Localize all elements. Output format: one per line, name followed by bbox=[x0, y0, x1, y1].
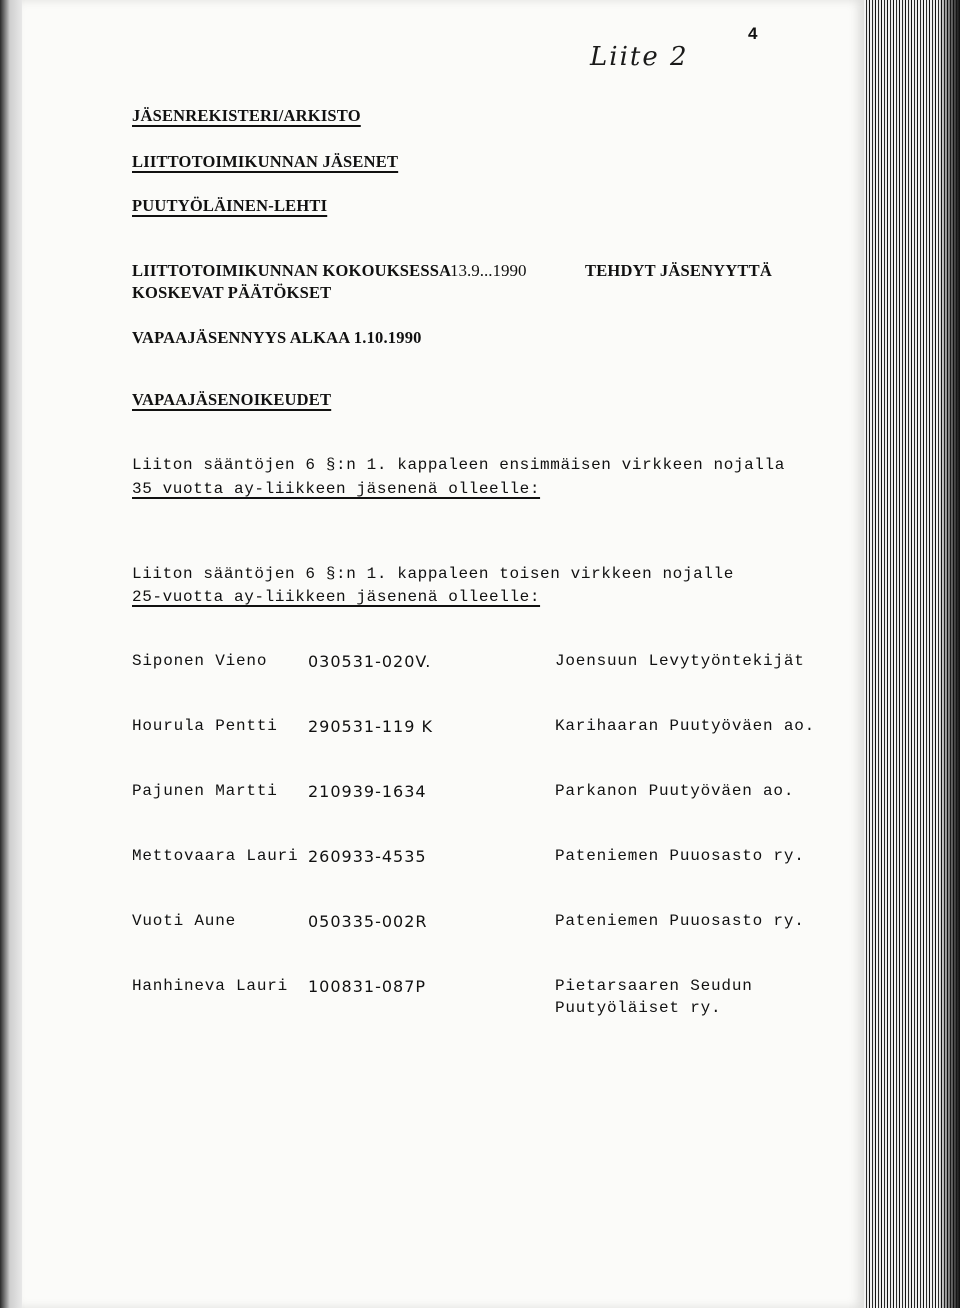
heading-committee-members: LIITTOTOIMIKUNNAN JÄSENET bbox=[132, 152, 399, 171]
rule-35-line-2: 35 vuotta ay-liikkeen jäsenenä olleelle: bbox=[132, 480, 541, 498]
member-union: Parkanon Puutyöväen ao. bbox=[555, 782, 795, 800]
member-name: Siponen Vieno bbox=[132, 652, 268, 670]
member-id: 210939-1634 bbox=[308, 782, 427, 801]
member-union: Pietarsaaren Seudun bbox=[555, 977, 753, 995]
meeting-line-2: KOSKEVAT PÄÄTÖKSET bbox=[132, 283, 332, 302]
member-union-line-2: Puutyöläiset ry. bbox=[555, 999, 722, 1017]
member-id: 050335-002R bbox=[308, 912, 428, 931]
heading-member-register: JÄSENREKISTERI/ARKISTO bbox=[132, 106, 361, 125]
book-page-edges bbox=[864, 0, 960, 1308]
member-union: Pateniemen Puuosasto ry. bbox=[555, 847, 805, 865]
page-number: 4 bbox=[748, 24, 758, 43]
meeting-line-1-right: TEHDYT JÄSENYYTTÄ bbox=[585, 261, 772, 280]
member-id: 030531-020V. bbox=[308, 652, 432, 671]
rule-35-line-1: Liiton sääntöjen 6 §:n 1. kappaleen ensimmäisen virkkeen nojalla bbox=[132, 456, 785, 474]
member-id: 260933-4535 bbox=[308, 847, 427, 866]
rule-25-line-2: 25-vuotta ay-liikkeen jäsenenä olleelle: bbox=[132, 588, 541, 606]
heading-magazine: PUUTYÖLÄINEN-LEHTI bbox=[132, 196, 328, 215]
heading-free-membership-rights: VAPAAJÄSENOIKEUDET bbox=[132, 390, 332, 409]
facing-page-edge bbox=[0, 0, 22, 1308]
member-name: Hanhineva Lauri bbox=[132, 977, 289, 995]
meeting-line-1: LIITTOTOIMIKUNNAN KOKOUKSESSA bbox=[132, 261, 452, 280]
member-union: Joensuun Levytyöntekijät bbox=[555, 652, 805, 670]
member-name: Hourula Pentti bbox=[132, 717, 278, 735]
member-id: 100831-087P bbox=[308, 977, 427, 996]
member-name: Vuoti Aune bbox=[132, 912, 237, 930]
member-name: Pajunen Martti bbox=[132, 782, 278, 800]
free-membership-start: VAPAAJÄSENNYYS ALKAA 1.10.1990 bbox=[132, 328, 422, 347]
meeting-date: 13.9...1990 bbox=[450, 261, 527, 280]
member-id: 290531-119 K bbox=[308, 717, 433, 736]
member-union: Pateniemen Puuosasto ry. bbox=[555, 912, 805, 930]
member-union: Karihaaran Puutyöväen ao. bbox=[555, 717, 816, 735]
handwritten-note: Liite 2 bbox=[590, 42, 689, 72]
member-name: Mettovaara Lauri bbox=[132, 847, 299, 865]
rule-25-line-1: Liiton sääntöjen 6 §:n 1. kappaleen toisen virkkeen nojalle bbox=[132, 565, 734, 583]
